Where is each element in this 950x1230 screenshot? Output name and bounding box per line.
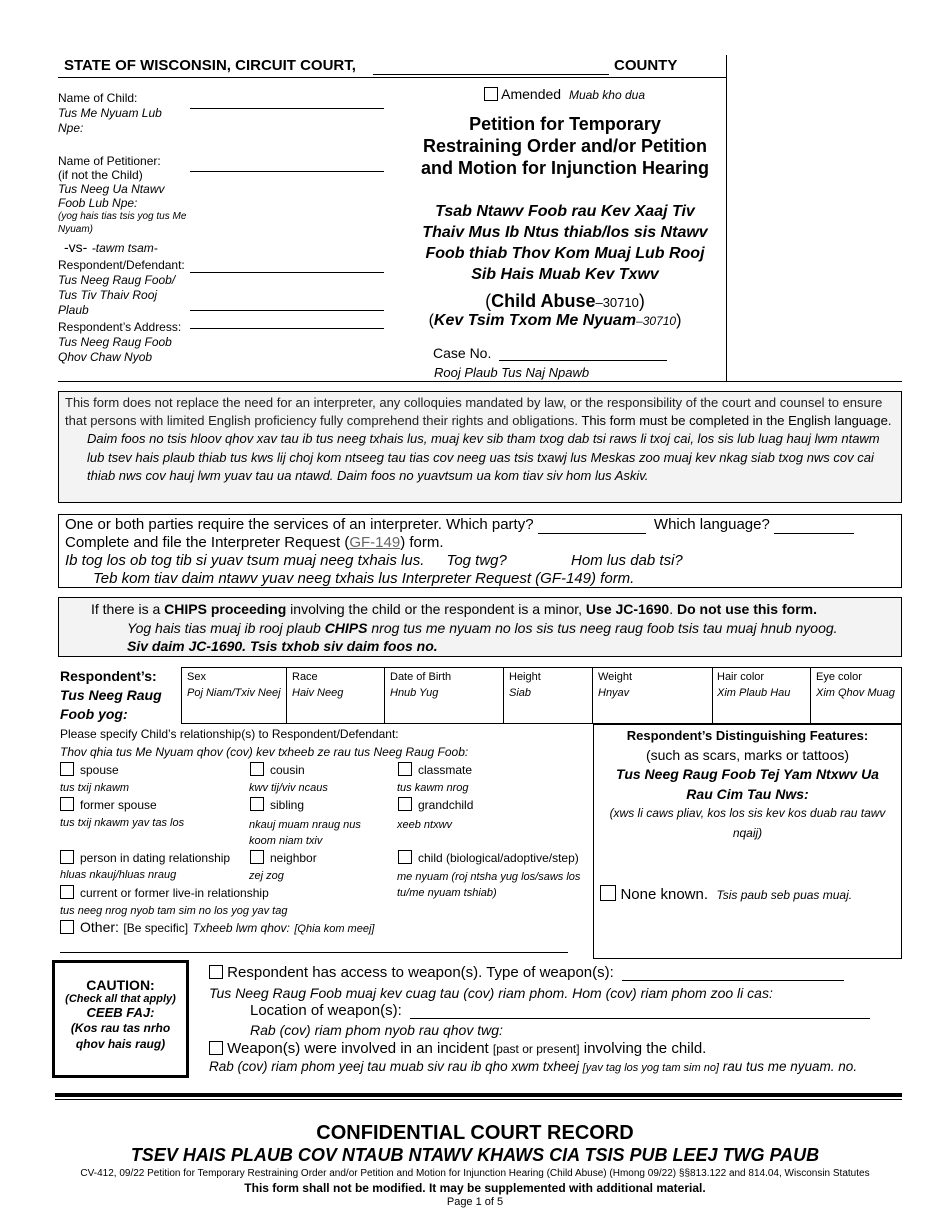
sibling-label: sibling	[270, 798, 305, 812]
cousin-label: cousin	[270, 763, 305, 777]
livein-label: current or former live-in relationship	[80, 886, 269, 900]
weapons-checkbox[interactable]	[209, 965, 223, 979]
which-language-field[interactable]	[774, 520, 854, 534]
features-text: Respondent’s Distinguishing Features: (such as scars, marks or tattoos) Tus Neeg Raug Foob Tej Yam Ntxwv Ua Rau Cim Tau Nws: (xws li caws pliav, kos los sis kev kos duab rau tawv nqaij)	[609, 728, 886, 840]
county-field[interactable]	[373, 58, 609, 75]
notice-text-hm: Daim foos no tsis hloov qhov xav tau ib tus neeg txhais lus, muaj kev sib tham txog dab tsi raws li txoj cai, los sis lub luag hauj lwm ntawm lub tsev hais plaub thiab tus kws lij choj kom ntseeg tau tias cov neeg uas tsis txawj lus Meskas zoo muaj kev nkag siab txog nws cov cai thiab nws cov hauj lwm yuav tau ua ntawd. Daim foos no yuavtsum ua kom tiav siv hom lus Askiv.	[87, 431, 880, 483]
weapon-location-field[interactable]	[410, 1005, 870, 1019]
address-field[interactable]	[190, 328, 384, 329]
interpreter-line: One or both parties require the services of an interpreter. Which party?	[65, 516, 534, 533]
notice-text-2: This form must be completed in the English language.	[581, 413, 892, 428]
livein-label-hm: tus neeg nrog nyob tam sim no los yog yav tag	[60, 905, 288, 917]
location-row: Location of weapon(s):	[250, 1002, 870, 1019]
respondent-label: Respondent/Defendant: Tus Neeg Raug Foob/ Tus Tiv Thaiv Rooj Plaub	[58, 258, 185, 317]
which-party-field[interactable]	[538, 520, 646, 534]
other-field[interactable]	[60, 952, 568, 953]
former-spouse-checkbox[interactable]	[60, 797, 74, 811]
notice-text: This form does not replace the need for an interpreter, any colloquies mandated by law, or the responsibility of the court and counsel to ensure that persons with limited English proficiency fully comprehend their rights and obligations.	[65, 395, 883, 428]
col-weight[interactable]: Weight Hnyav	[598, 671, 633, 699]
none-known-checkbox[interactable]	[600, 885, 616, 901]
relationship-prompt: Please specify Child’s relationship(s) to Respondent/Defendant:	[60, 727, 399, 741]
neighbor-checkbox[interactable]	[250, 850, 264, 864]
footer-rule	[55, 1093, 902, 1097]
form-title-hm: Tsab Ntawv Foob rau Kev Xaaj Tiv Thaiv Mus Ib Ntus thiab/los sis Ntawv Foob thiab Thov Kom Muaj Lub Rooj Sib Hais Muab Kev Txwv	[422, 203, 708, 283]
col-dob[interactable]: Date of Birth Hnub Yug	[390, 671, 452, 699]
subtitle: (Child Abuse–30710)	[485, 291, 645, 311]
spouse-checkbox[interactable]	[60, 762, 74, 776]
none-known-row: None known. Tsis paub seb puas muaj.	[600, 885, 852, 904]
caution-text: CAUTION: (Check all that apply) CEEB FAJ: (Kos rau tas nrho qhov hais raug)	[65, 977, 176, 1051]
case-no-hm: Rooj Plaub Tus Naj Npawb	[434, 365, 590, 380]
no-modify-line: This form shall not be modified. It may be supplemented with additional material.	[244, 1181, 706, 1195]
child-label: child (biological/adoptive/step)	[418, 851, 579, 865]
classmate-label: classmate	[418, 763, 473, 777]
col-eye[interactable]: Eye color Xim Qhov Muag	[816, 671, 895, 699]
sibling-label-hm: nkauj muam nraug nus koom niam txiv	[249, 819, 361, 847]
classmate-checkbox[interactable]	[398, 762, 412, 776]
dating-label-hm: hluas nkauj/hluas nraug	[60, 869, 177, 881]
form-id-line: CV-412, 09/22 Petition for Temporary Restraining Order and/or Petition and Motion for Injunction Hearing (Child Abuse) (Hmong 09/22) §§813.122 and 814.04, Wisconsin Statutes	[80, 1168, 870, 1179]
former-spouse-label-hm: tus txij nkawm yav tas los	[60, 817, 185, 829]
weapon-type-field[interactable]	[622, 967, 844, 981]
neighbor-label-hm: zej zog	[249, 870, 284, 882]
amended-checkbox[interactable]	[484, 87, 498, 101]
confidential-heading-hm: TSEV HAIS PLAUB COV NTAUB NTAWV KHAWS CIA TSIS PUB LEEJ TWG PAUB	[130, 1145, 820, 1165]
col-height[interactable]: Height Siab	[509, 671, 541, 699]
respondent-name-field-2[interactable]	[190, 310, 384, 311]
incident-row: Weapon(s) were involved in an incident [past or present] involving the child.	[209, 1040, 706, 1057]
cousin-label-hm: kwv tij/viv ncaus	[249, 782, 328, 794]
caption-bottom-rule	[58, 381, 902, 382]
interpreter-notice	[58, 391, 902, 503]
county-label: COUNTY	[614, 57, 678, 74]
vs-line: -vs- -tawm tsam-	[64, 239, 158, 255]
interpreter-section: One or both parties require the services of an interpreter. Which party? Which language? Complete and file the Interpreter Request (GF-149) form. Ib tog los ob tog tib si yuav tsum muaj neeg txhais lus. Tog twg? Hom lus dab tsi? Teb kom tiav daim ntawv yuav neeg txhais lus Interpreter Request (GF-149) form.	[58, 514, 902, 588]
col-race[interactable]: Race Haiv Neeg	[292, 671, 344, 699]
footer-rule-thin	[55, 1099, 902, 1100]
respondent-name-field[interactable]	[190, 272, 384, 273]
caption-right-rule	[726, 55, 727, 381]
weapons-row: Respondent has access to weapon(s). Type of weapon(s):	[209, 964, 844, 981]
grandchild-label-hm: xeeb ntxwv	[397, 819, 453, 831]
petitioner-label: Name of Petitioner: (if not the Child) Tus Neeg Ua Ntawv Foob Lub Npe: (yog hais tias tsis yog tus Me Nyuam)	[58, 154, 187, 235]
confidential-heading: CONFIDENTIAL COURT RECORD	[316, 1122, 634, 1144]
amended-row: Amended Muab kho dua	[484, 86, 645, 102]
other-checkbox[interactable]	[60, 920, 74, 934]
which-language-label: Which language?	[653, 516, 770, 533]
court-prefix: STATE OF WISCONSIN, CIRCUIT COURT,	[64, 57, 356, 74]
address-label: Respondent’s Address: Tus Neeg Raug Foob Qhov Chaw Nyob	[58, 320, 182, 364]
gf-149-link[interactable]: GF-149	[349, 534, 401, 551]
case-no-field[interactable]	[499, 347, 667, 361]
former-spouse-label: former spouse	[80, 798, 157, 812]
child-label-hm: me nyuam (roj ntsha yug los/saws los tu/me nyuam tshiab)	[397, 871, 581, 899]
grandchild-label: grandchild	[418, 798, 474, 812]
spouse-label: spouse	[80, 763, 119, 777]
other-row: Other: [Be specific] Txheeb lwm qhov: [Qhia kom meej]	[80, 919, 375, 935]
chips-notice: If there is a CHIPS proceeding involving the child or the respondent is a minor, Use JC-1690. Do not use this form. Yog hais tias muaj ib rooj plaub CHIPS nrog tus me nyuam no los sis tus neeg raug foob tsis tau muaj hnub nyoog. Siv daim JC-1690. Tsis txhob siv daim foos no.	[58, 597, 902, 657]
court-heading	[64, 57, 356, 74]
case-no-row: Case No.	[433, 345, 667, 361]
sibling-checkbox[interactable]	[250, 797, 264, 811]
child-name-field[interactable]	[190, 108, 384, 109]
dating-checkbox[interactable]	[60, 850, 74, 864]
respondent-table-label: Respondent’s: Tus Neeg Raug Foob yog:	[60, 668, 162, 722]
cousin-checkbox[interactable]	[250, 762, 264, 776]
petitioner-name-field[interactable]	[190, 171, 384, 172]
form-title: Petition for Temporary Restraining Order and/or Petition and Motion for Injunction Hearing	[421, 114, 709, 178]
incident-checkbox[interactable]	[209, 1041, 223, 1055]
grandchild-checkbox[interactable]	[398, 797, 412, 811]
col-hair[interactable]: Hair color Xim Plaub Hau	[717, 671, 791, 699]
header-rule	[58, 77, 726, 78]
incident-hm: Rab (cov) riam phom yeej tau muab siv rau ib qho xwm txheej [yav tag los yog tam sim no] rau tus me nyuam. no.	[209, 1059, 858, 1074]
col-sex[interactable]: Sex Poj Niam/Txiv Neej	[187, 671, 281, 699]
weapons-hm: Tus Neeg Raug Foob muaj kev cuag tau (cov) riam phom. Hom (cov) riam phom zoo li cas:	[209, 985, 773, 1001]
dating-label: person in dating relationship	[80, 851, 231, 865]
page-number: Page 1 of 5	[446, 1196, 504, 1208]
child-label: Name of Child: Tus Me Nyuam Lub Npe:	[58, 91, 162, 135]
spouse-label-hm: tus txij nkawm	[60, 782, 130, 794]
child-checkbox[interactable]	[398, 850, 412, 864]
neighbor-label: neighbor	[270, 851, 317, 865]
relationship-prompt-hm: Thov qhia tus Me Nyuam qhov (cov) kev txheeb ze rau tus Neeg Raug Foob:	[60, 745, 469, 759]
respondent-attributes	[181, 667, 902, 724]
subtitle-hm: (Kev Tsim Txom Me Nyuam–30710)	[428, 312, 682, 329]
classmate-label-hm: tus kawm nrog	[397, 782, 469, 794]
livein-checkbox[interactable]	[60, 885, 74, 899]
location-hm: Rab (cov) riam phom nyob rau qhov twg:	[250, 1022, 503, 1038]
